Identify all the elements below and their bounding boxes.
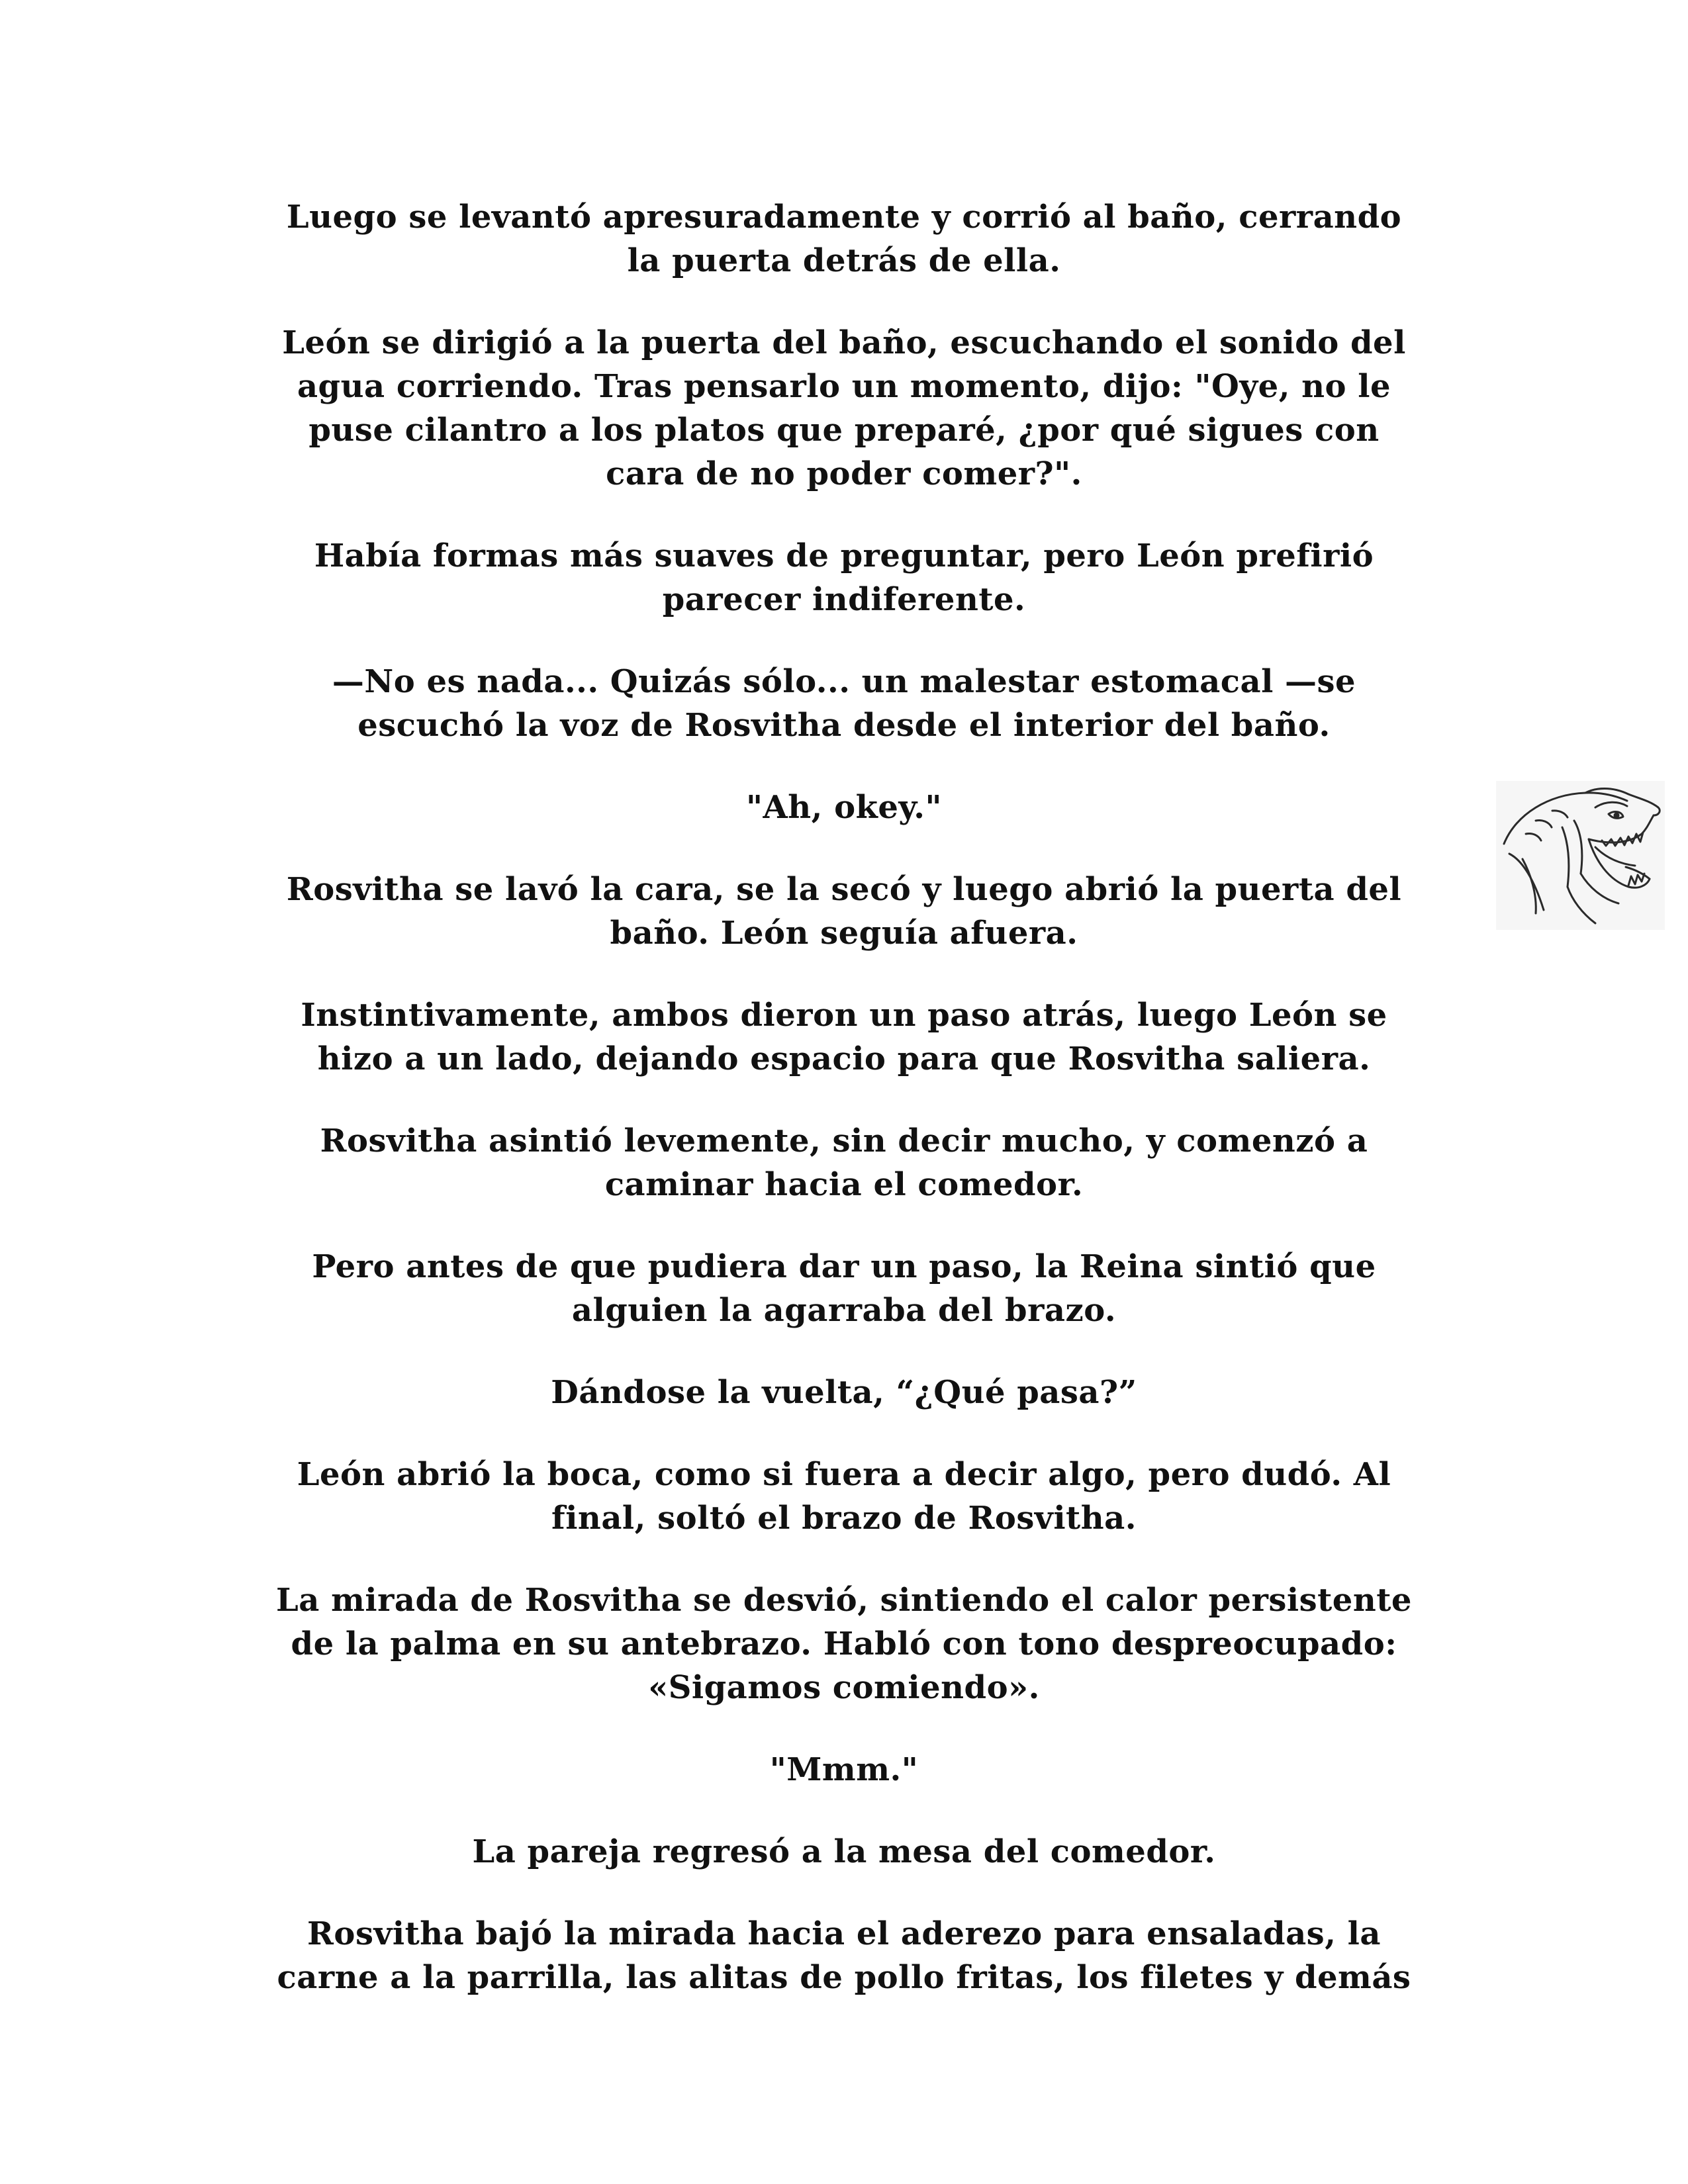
paragraph [225,1748,1463,1792]
text-line: puse cilantro a los platos que preparé, ¿por qué sigues con [308,412,1380,449]
text-line: de la palma en su antebrazo. Habló con tono despreocupado: [291,1625,1397,1662]
paragraph [225,195,1463,283]
text-line: caminar hacia el comedor. [604,1166,1084,1203]
text-line: baño. León seguía afuera. [610,915,1078,952]
text-line: parecer indiferente. [662,581,1026,618]
text-line: —No es nada... Quizás sólo... un malestar estomacal —se [332,663,1356,700]
text-line: carne a la parrilla, las alitas de pollo fritas, los filetes y demás [277,1959,1411,1996]
text-line: hizo a un lado, dejando espacio para que Rosvitha saliera. [317,1040,1371,1077]
text-line: "Mmm." [769,1751,919,1788]
paragraph [225,1912,1463,1999]
text-line: Había formas más suaves de preguntar, pero León prefirió [314,537,1374,574]
paragraph [225,1371,1463,1414]
paragraph [225,1453,1463,1540]
paragraph [225,786,1463,829]
text-line: Pero antes de que pudiera dar un paso, la Reina sintió que [312,1248,1376,1285]
paragraph [225,1119,1463,1206]
text-line: Rosvitha asintió levemente, sin decir mucho, y comenzó a [320,1122,1368,1160]
text-line: final, soltó el brazo de Rosvitha. [551,1500,1137,1537]
text-line: Rosvitha bajó la mirada hacia el aderezo para ensaladas, la [307,1915,1381,1952]
text-line: León se dirigió a la puerta del baño, escuchando el sonido del [282,324,1406,361]
text-line: La pareja regresó a la mesa del comedor. [472,1833,1216,1870]
paragraph [225,1830,1463,1874]
text-line: cara de no poder comer?". [606,455,1082,492]
text-line: escuchó la voz de Rosvitha desde el interior del baño. [357,707,1331,744]
text-line: Luego se levantó apresuradamente y corrió al baño, cerrando [286,199,1402,236]
paragraph [225,321,1463,496]
text-line: Dándose la vuelta, “¿Qué pasa?” [551,1374,1137,1411]
text-line: León abrió la boca, como si fuera a decir algo, pero dudó. Al [297,1456,1391,1493]
paragraph [225,660,1463,747]
paragraph [225,868,1463,955]
paragraph [225,1245,1463,1332]
text-line: Rosvitha se lavó la cara, se la secó y luego abrió la puerta del [286,871,1402,908]
dinosaur-head-sketch-icon [1496,781,1665,930]
paragraph [225,1578,1463,1709]
text-line: La mirada de Rosvitha se desvió, sintiendo el calor persistente [276,1582,1412,1619]
text-line: "Ah, okey." [746,789,942,826]
paragraph [225,993,1463,1081]
story-text [225,195,1463,2038]
paragraph [225,534,1463,621]
text-line: la puerta detrás de ella. [627,242,1061,279]
text-line: Instintivamente, ambos dieron un paso atrás, luego León se [301,997,1387,1034]
text-line: alguien la agarraba del brazo. [571,1292,1117,1329]
text-line: «Sigamos comiendo». [648,1669,1040,1706]
text-line: agua corriendo. Tras pensarlo un momento, dijo: "Oye, no le [297,368,1391,405]
